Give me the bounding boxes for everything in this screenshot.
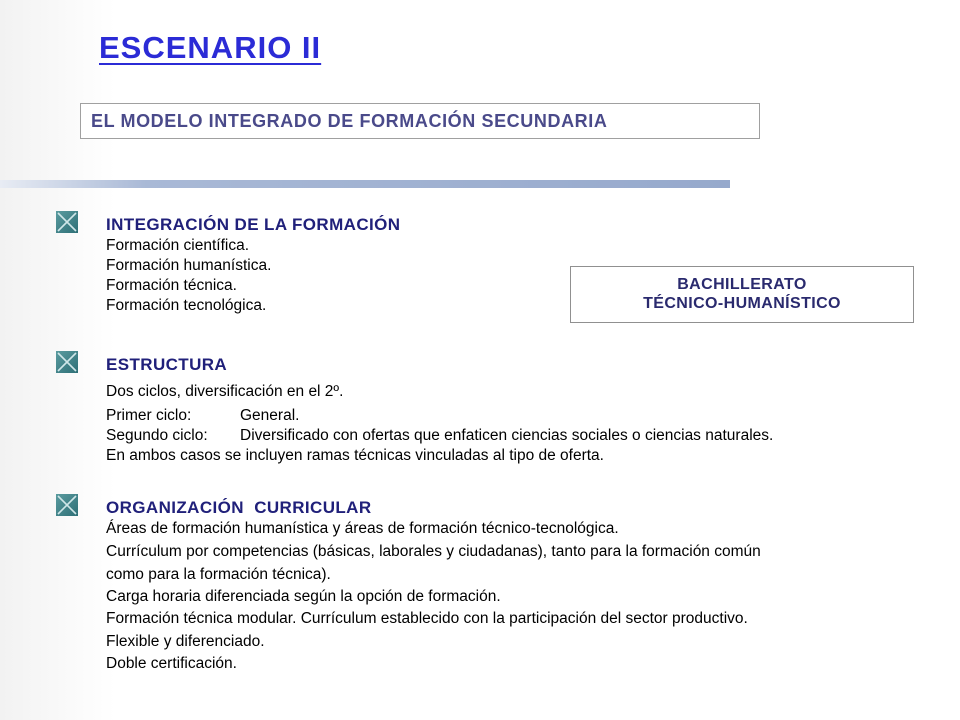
list-item: Formación técnica modular. Currículum establecido con la participación del sector productivo. — [106, 610, 748, 627]
list-item: Formación tecnológica. — [106, 297, 267, 314]
section-heading: INTEGRACIÓN DE LA FORMACIÓN — [106, 215, 401, 234]
section-heading: ESTRUCTURA — [106, 355, 228, 374]
divider-bar — [0, 180, 730, 188]
page-title: ESCENARIO II — [99, 30, 322, 65]
section-organizacion — [106, 497, 936, 674]
bachillerato-line-2: TÉCNICO-HUMANÍSTICO — [643, 295, 841, 312]
row-label: Segundo ciclo: — [106, 427, 208, 444]
checkbox-x-icon — [56, 494, 78, 516]
section-integracion — [106, 214, 936, 316]
list-item: En ambos casos se incluyen ramas técnicas vinculadas al tipo de oferta. — [106, 447, 604, 464]
list-item: Formación técnica. — [106, 277, 237, 294]
list-item: Doble certificación. — [106, 655, 237, 672]
list-item: Flexible y diferenciado. — [106, 633, 265, 650]
list-item — [106, 406, 936, 426]
list-item: Dos ciclos, diversificación en el 2º. — [106, 383, 344, 400]
list-item: Áreas de formación humanística y áreas de formación técnico-tecnológica. — [106, 520, 619, 537]
list-item: Formación humanística. — [106, 257, 272, 274]
list-item: Carga horaria diferenciada según la opción de formación. — [106, 588, 501, 605]
row-text: General. — [240, 407, 300, 424]
section-heading: ORGANIZACIÓN CURRICULAR — [106, 498, 372, 517]
subtitle-box: EL MODELO INTEGRADO DE FORMACIÓN SECUNDARIA — [80, 103, 760, 139]
checkbox-x-icon — [56, 211, 78, 233]
list-item: como para la formación técnica). — [106, 566, 331, 583]
row-label: Primer ciclo: — [106, 407, 192, 424]
row-text: Diversificado con ofertas que enfaticen ciencias sociales o ciencias naturales. — [240, 427, 774, 444]
checkbox-x-icon — [56, 351, 78, 373]
section-estructura — [106, 354, 936, 466]
list-item: Currículum por competencias (básicas, laborales y ciudadanas), tanto para la formación común — [106, 543, 761, 560]
bachillerato-line-1: BACHILLERATO — [677, 276, 807, 293]
list-item — [106, 426, 936, 446]
list-item: Formación científica. — [106, 237, 249, 254]
